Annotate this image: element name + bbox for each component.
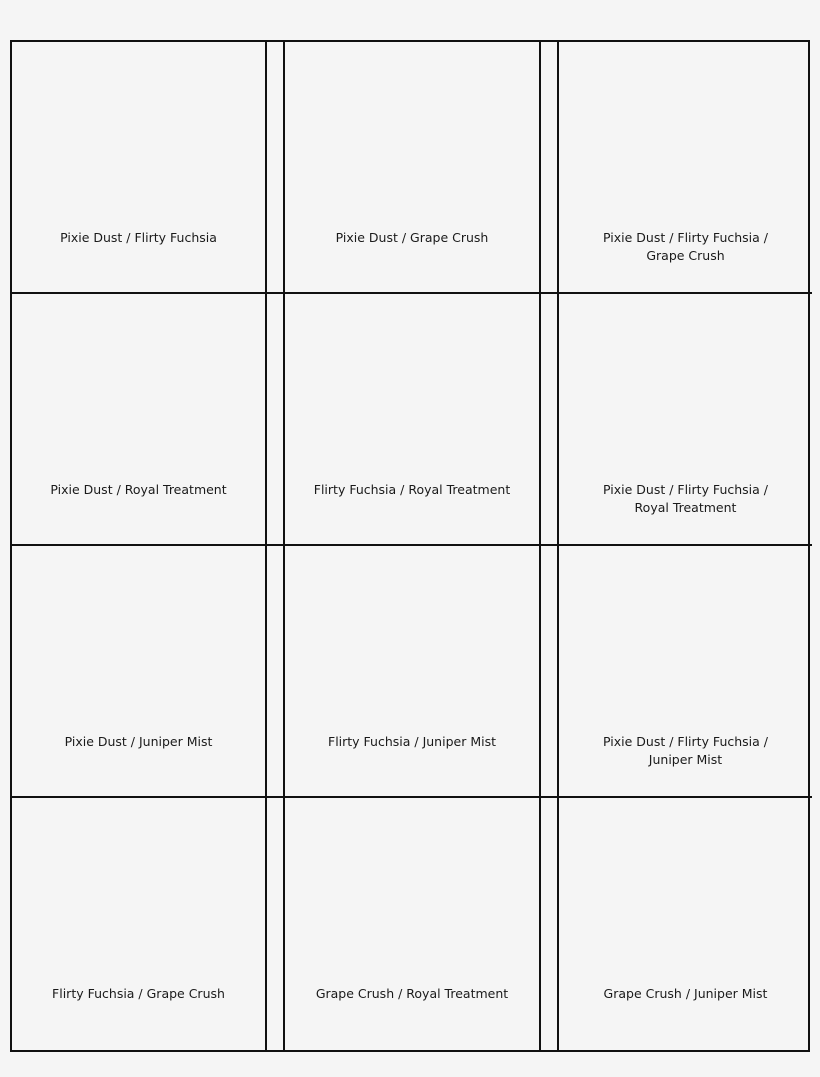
label-cell bbox=[285, 546, 539, 798]
gutter bbox=[539, 294, 559, 546]
gutter bbox=[539, 546, 559, 798]
gutter bbox=[265, 546, 285, 798]
gutter bbox=[539, 798, 559, 1050]
label-text: Flirty Fuchsia / Grape Crush bbox=[52, 986, 225, 1001]
label-cell bbox=[12, 546, 265, 798]
label-text: Pixie Dust / Juniper Mist bbox=[64, 734, 213, 749]
label-cell bbox=[559, 546, 812, 798]
label-text: Pixie Dust / Flirty Fuchsia / Juniper Mist bbox=[603, 734, 768, 767]
label-text: Grape Crush / Juniper Mist bbox=[603, 986, 768, 1001]
label-cell bbox=[12, 294, 265, 546]
gutter bbox=[265, 798, 285, 1050]
label-cell bbox=[12, 42, 265, 294]
label-cell bbox=[285, 42, 539, 294]
gutter bbox=[265, 42, 285, 294]
label-text: Flirty Fuchsia / Royal Treatment bbox=[313, 482, 511, 497]
label-cell bbox=[559, 42, 812, 294]
label-cell bbox=[285, 798, 539, 1050]
label-text: Grape Crush / Royal Treatment bbox=[315, 986, 509, 1001]
label-text: Pixie Dust / Flirty Fuchsia bbox=[60, 230, 217, 245]
gutter bbox=[265, 294, 285, 546]
label-cell bbox=[559, 294, 812, 546]
label-text: Pixie Dust / Royal Treatment bbox=[50, 482, 227, 497]
label-text: Pixie Dust / Grape Crush bbox=[335, 230, 489, 245]
gutter bbox=[539, 42, 559, 294]
label-cell bbox=[12, 798, 265, 1050]
label-text: Flirty Fuchsia / Juniper Mist bbox=[328, 734, 496, 749]
label-sheet bbox=[10, 40, 810, 1052]
label-cell bbox=[285, 294, 539, 546]
label-text: Pixie Dust / Flirty Fuchsia / Royal Treatment bbox=[603, 482, 768, 515]
label-cell bbox=[559, 798, 812, 1050]
label-text: Pixie Dust / Flirty Fuchsia / Grape Crush bbox=[603, 230, 768, 263]
